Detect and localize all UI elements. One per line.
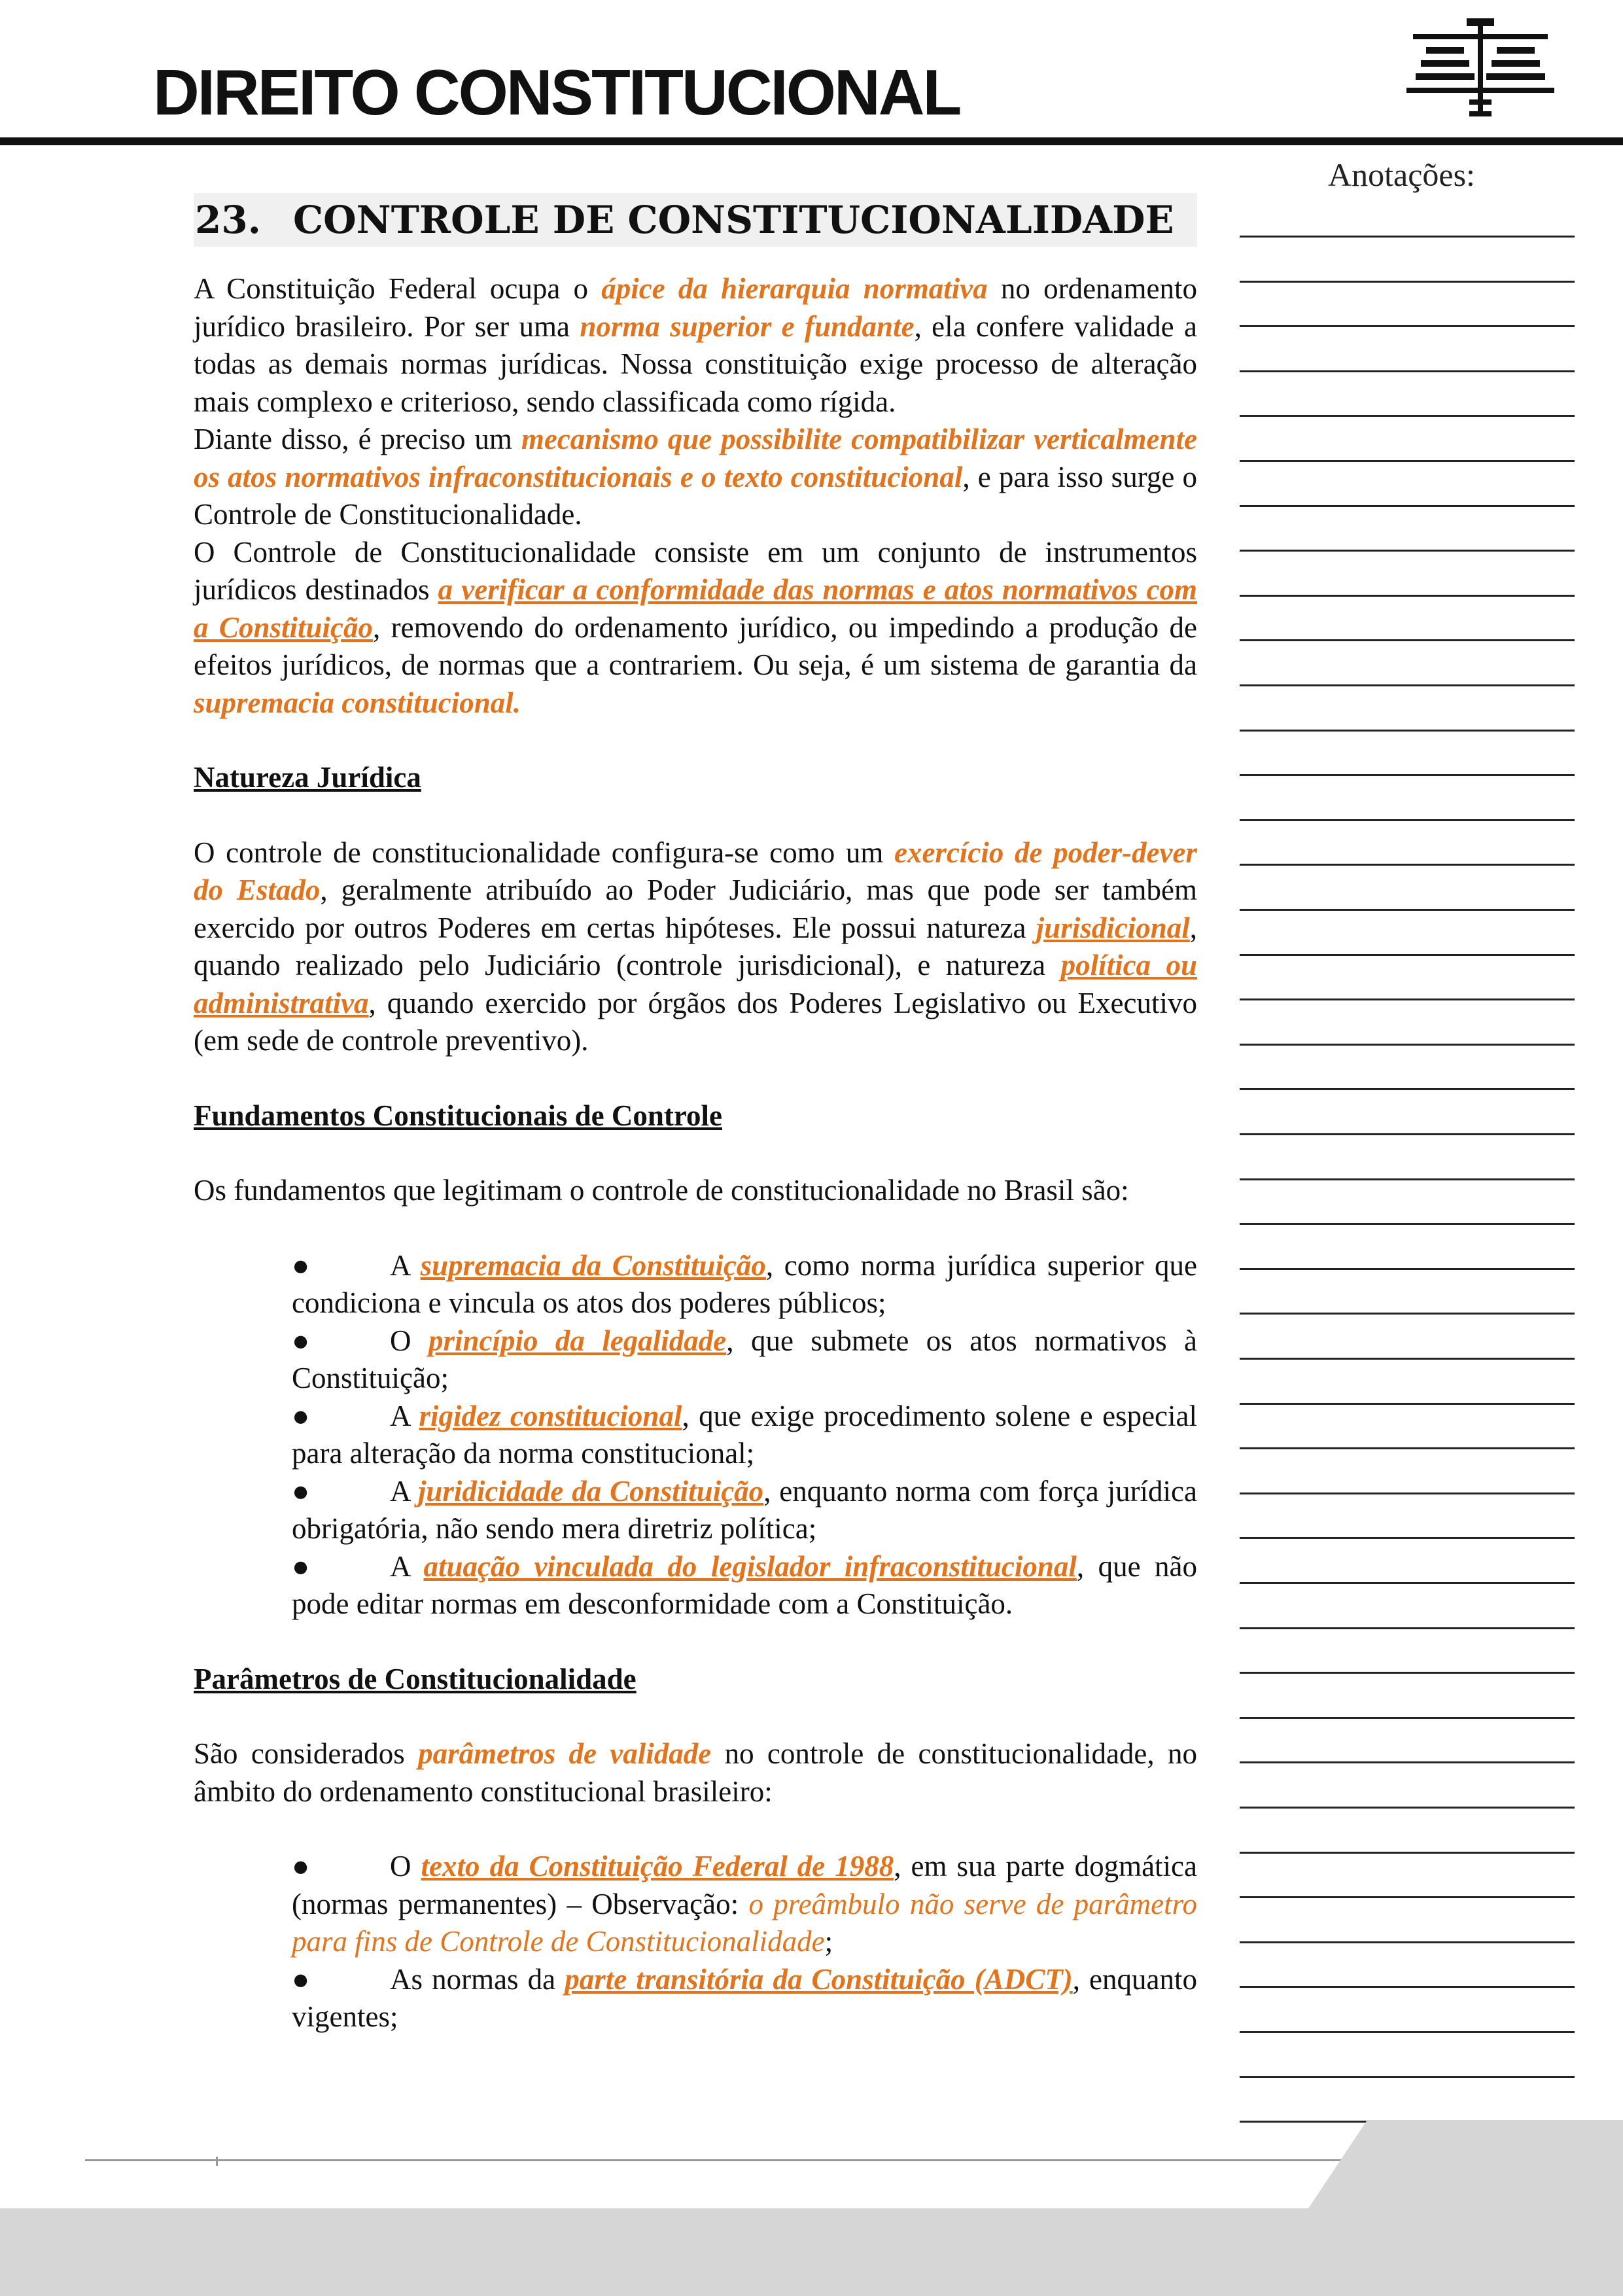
- notes-line: [1240, 2076, 1575, 2078]
- highlight: exercício de poder-dever do Estado: [194, 836, 1197, 906]
- notes-line: [1240, 954, 1575, 956]
- highlight: supremacia constitucional.: [194, 686, 521, 719]
- notes-line: [1240, 1807, 1575, 1809]
- section-title-text: CONTROLE DE CONSTITUCIONALIDADE: [293, 198, 1174, 242]
- notes-line: [1240, 1223, 1575, 1225]
- notes-line: [1240, 819, 1575, 821]
- highlight: jurisdicional: [1036, 911, 1190, 944]
- highlight: texto da Constituição Federal de 1988: [421, 1850, 894, 1882]
- notes-line: [1240, 1088, 1575, 1090]
- notes-line: [1240, 998, 1575, 1000]
- main-content: [194, 193, 1197, 2036]
- notes-line: [1240, 505, 1575, 507]
- highlight: norma superior e fundante: [580, 309, 915, 343]
- subtitle-parametros: Parâmetros de Constitucionalidade: [194, 1662, 637, 1695]
- highlight: princípio da legalidade: [428, 1324, 727, 1357]
- notes-line: [1240, 460, 1575, 462]
- intro-paragraph-2: Diante disso, é preciso um mecanismo que possibilite compatibilizar verticalmente os atos normativos infraconstitucionais e o texto constitucional, e para isso surge o Controle de Constitucionalidade.: [194, 423, 1198, 531]
- notes-line: [1240, 595, 1575, 597]
- notes-line: [1240, 281, 1575, 283]
- section-number: 23.: [195, 198, 261, 242]
- header-rule: [0, 137, 1623, 145]
- notes-line: [1240, 2031, 1575, 2033]
- notes-line: [1240, 1761, 1575, 1763]
- list-item: ● A supremacia da Constituição, como norma jurídica superior que condiciona e vincula os atos dos poderes públicos;: [292, 1248, 1197, 1319]
- notes-line: [1240, 1941, 1575, 1943]
- notes-line: [1240, 1672, 1575, 1674]
- notes-line: [1240, 1896, 1575, 1898]
- highlight: parte transitória da Constituição (ADCT): [565, 1962, 1073, 1996]
- notes-line: [1240, 236, 1575, 238]
- list-item: ● O texto da Constituição Federal de 1988, em sua parte dogmática (normas permanentes) – Observação: o preâmbulo não serve de parâmetro para fins de Controle de Constitucionalidade;: [292, 1850, 1197, 1958]
- notes-line: [1240, 774, 1575, 776]
- notes-line: [1240, 1403, 1575, 1405]
- notes-line: [1240, 1717, 1575, 1719]
- notes-label: Anotações:: [1328, 156, 1475, 193]
- highlight: supremacia da Constituição: [420, 1248, 766, 1282]
- notes-line: [1240, 550, 1575, 552]
- list-item: ● A rigidez constitucional, que exige procedimento solene e especial para alteração da norma constitucional;: [292, 1399, 1197, 1470]
- highlight: rigidez constitucional: [419, 1399, 682, 1432]
- natureza-paragraph: O controle de constitucionalidade configura-se como um exercício de poder-dever do Estado, geralmente atribuído ao Poder Judiciário, mas que pode ser também exercido por outros Poderes em certas hipóteses. Ele possui natureza jurisdicional, quando realizado pelo Judiciário (controle jurisdicional), e natureza política ou administrativa, quando exercido por órgãos dos Poderes Legislativo ou Executivo (em sede de controle preventivo).: [194, 836, 1198, 1057]
- notes-line: [1240, 1627, 1575, 1629]
- highlight: a verificar a conformidade das normas e atos normativos com a Constituição: [194, 573, 1197, 644]
- notes-line: [1240, 1313, 1575, 1315]
- notes-line: [1240, 684, 1575, 686]
- highlight: atuação vinculada do legislador infraconstitucional: [423, 1549, 1077, 1583]
- intro-paragraph-3: O Controle de Constitucionalidade consiste em um conjunto de instrumentos jurídicos destinados a verificar a conformidade das normas e atos normativos com a Constituição, removendo do ordenamento jurídico, ou impedindo a produção de efeitos jurídicos, de normas que a contrariem. Ou seja, é um sistema de garantia da supremacia constitucional.: [194, 535, 1197, 719]
- scales-of-justice-icon: [1406, 16, 1554, 120]
- highlight: juridicidade da Constituição: [417, 1474, 764, 1508]
- notes-line: [1240, 1986, 1575, 1988]
- notes-line: [1240, 1268, 1575, 1270]
- document-header-title: DIREITO CONSTITUCIONAL: [153, 56, 960, 128]
- notes-line: [1240, 864, 1575, 866]
- notes-line: [1240, 1447, 1575, 1449]
- intro-paragraph-1: A Constituição Federal ocupa o ápice da hierarquia normativa no ordenamento jurídico brasileiro. Por ser uma norma superior e fundante, ela confere validade a todas as demais normas jurídicas. Nossa constituição exige processo de alteração mais complexo e criterioso, sendo classificada como rígida.: [194, 272, 1197, 418]
- list-item: ● A atuação vinculada do legislador infraconstitucional, que não pode editar normas em desconformidade com a Constituição.: [292, 1549, 1198, 1620]
- highlight: ápice da hierarquia normativa: [601, 272, 988, 305]
- notes-line: [1240, 370, 1575, 372]
- highlight-note: o preâmbulo não serve de parâmetro para fins de Controle de Constitucionalidade: [292, 1887, 1197, 1958]
- notes-line: [1240, 639, 1575, 641]
- fundamentos-list: [194, 1247, 1197, 1623]
- notes-line: [1240, 730, 1575, 732]
- footer-band: [0, 2120, 1623, 2296]
- highlight: parâmetros de validade: [418, 1737, 712, 1770]
- notes-line: [1240, 1492, 1575, 1494]
- notes-line: [1240, 1178, 1575, 1180]
- fundamentos-intro: Os fundamentos que legitimam o controle de constitucionalidade no Brasil são:: [194, 1174, 1129, 1207]
- highlight: mecanismo que possibilite compatibilizar verticalmente os atos normativos infraconstitucionais e o texto constitucional: [194, 423, 1197, 493]
- highlight: política ou administrativa: [194, 949, 1198, 1019]
- notes-line: [1240, 1852, 1575, 1854]
- notes-line: [1240, 1133, 1575, 1135]
- parametros-list: [194, 1848, 1197, 2036]
- notes-line: [1240, 415, 1575, 417]
- notes-line: [1240, 1358, 1575, 1360]
- subtitle-natureza: Natureza Jurídica: [194, 761, 421, 794]
- list-item: ● A juridicidade da Constituição, enquanto norma com força jurídica obrigatória, não sendo mera diretriz política;: [292, 1474, 1198, 1545]
- notes-line: [1240, 909, 1575, 911]
- list-item: ● O princípio da legalidade, que submete os atos normativos à Constituição;: [292, 1324, 1198, 1394]
- notes-line: [1240, 1582, 1575, 1584]
- list-item: ● As normas da parte transitória da Constituição (ADCT), enquanto vigentes;: [292, 1962, 1197, 2033]
- notes-line: [1240, 1537, 1575, 1539]
- subtitle-fundamentos: Fundamentos Constitucionais de Controle: [194, 1099, 723, 1132]
- section-title: [194, 193, 1197, 247]
- notes-line: [1240, 1044, 1575, 1046]
- parametros-intro: São considerados parâmetros de validade no controle de constitucionalidade, no âmbito do ordenamento constitucional brasileiro:: [194, 1737, 1197, 1808]
- notes-line: [1240, 325, 1575, 327]
